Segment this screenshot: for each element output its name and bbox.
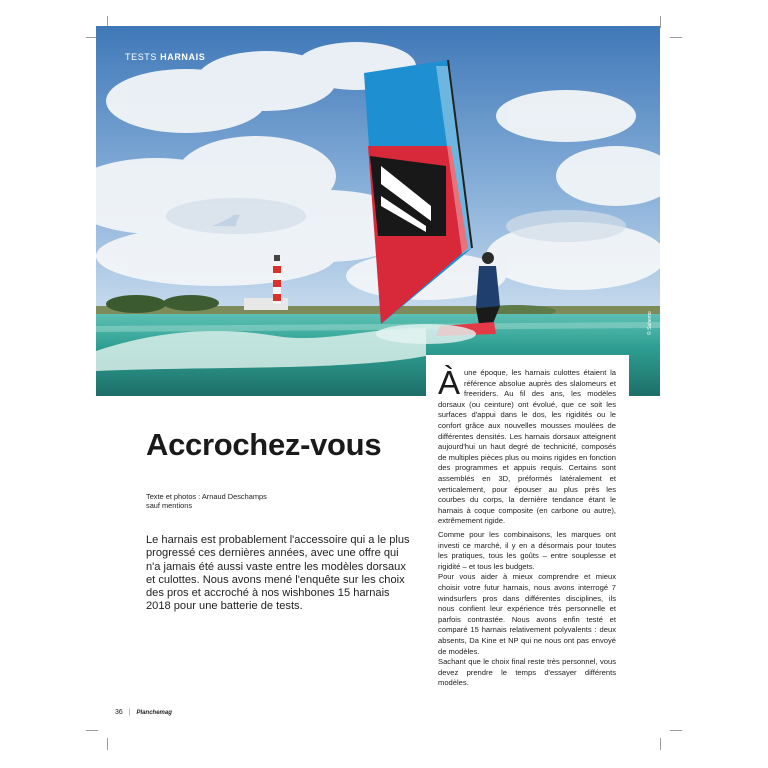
byline-line1: Texte et photos : Arnaud Deschamps: [146, 492, 267, 501]
section-kicker: [125, 52, 205, 62]
paragraph-4: Sachant que le choix final reste très personnel, vous devez prendre le temps d'essayer différents modèles.: [438, 657, 616, 688]
byline: [146, 492, 267, 510]
drop-cap: À: [438, 364, 461, 401]
article-title: Accrochez-vous: [146, 427, 382, 462]
crop-mark: [107, 738, 108, 750]
paragraph-1: [438, 364, 616, 527]
body-column-2: [438, 530, 616, 689]
page-footer: [115, 709, 172, 716]
crop-mark: [660, 738, 661, 750]
hero-photo: [96, 26, 660, 401]
lighthouse: [273, 255, 281, 304]
photo-credit: © Sahemo: [647, 311, 653, 335]
kicker-bold: HARNAIS: [160, 52, 206, 62]
windsurf-photo-illustration: [96, 26, 660, 401]
paragraph-2: Comme pour les combinaisons, les marques ont investi ce marché, il y en a désormais pour toutes les pratiques, tous les goûts – entre souplesse et rigidité – et tous les budgets.: [438, 530, 616, 571]
paragraph-3: Pour vous aider à mieux comprendre et mieux choisir votre futur harnais, nous avons interrogé 7 windsurfers pros dans différentes disciplines, ils nous confient leur expérience très personnelle et parfois contrastée. Nous avons enfin testé et comparé 15 harnais relativement polyvalents : deux absents, Da Kine et NP qui ne nous ont pas envoyé de modèles.: [438, 572, 616, 656]
magazine-logo: Planchemag: [136, 710, 172, 716]
kicker-regular: TESTS: [125, 52, 158, 62]
paragraph-1-text: une époque, les harnais culottes étaient la référence absolue auprès des slalomeurs et freeriders. Au fil des ans, les modèles dorsaux (ou ceinture) ont évolué, que ce soit les surfaces d'appui dans le dos, les rigidités ou le confort grâce aux nouvelles mousses moulées de différentes densités. Les harnais dorsaux atteignent aujourd'hui un haut degré de technicité, composés de multiples pièces plus ou moins rigides en fonction des programmes et appuis requis. Certains sont assemblés en 3D, préformés latéralement et verticalement, pour épouser au plus près les courbes du corps, la dernière tendance étant le harnais à coque composite (en carbone ou autre), extrêmement rigide.: [438, 368, 616, 526]
body-column-1: [438, 364, 616, 527]
byline-line2: sauf mentions: [146, 501, 193, 510]
crop-mark: [670, 730, 682, 731]
crop-mark: [670, 37, 682, 38]
page-number: 36: [115, 709, 123, 716]
crop-mark: [660, 16, 661, 28]
article-lead: Le harnais est probablement l'accessoire qui a le plus progressé ces dernières années, avec une offre qui n'a jamais été aussi vaste entre les modèles dorsaux et culottes. Nous avons mené l'enquête sur les choix des pros et accroché à nos wishbones 15 harnais 2018 pour une batterie de tests.: [146, 534, 410, 613]
footer-separator: |: [128, 709, 131, 716]
crop-mark: [86, 730, 98, 731]
